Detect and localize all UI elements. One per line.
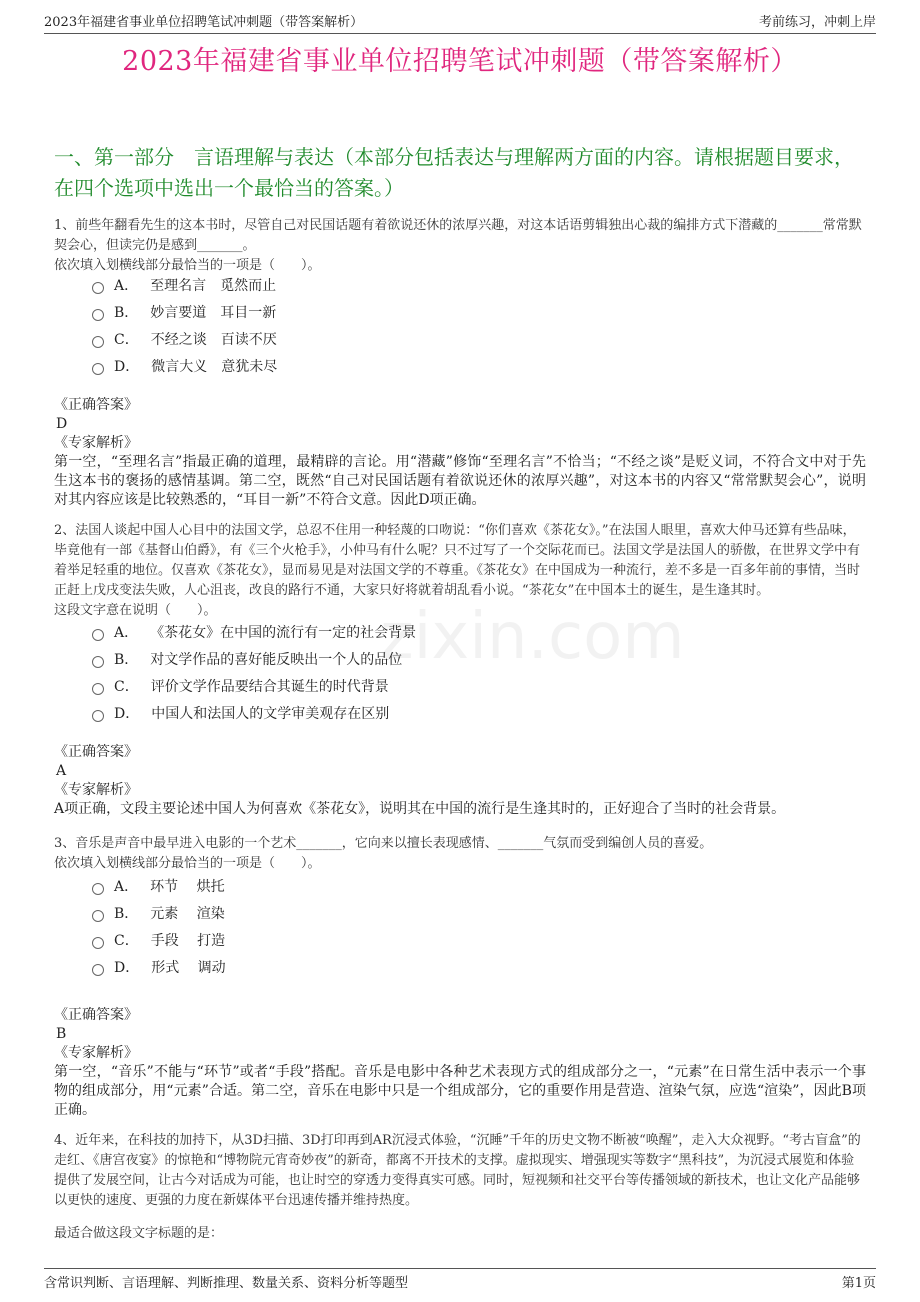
option-a[interactable]: A． 《茶花女》在中国的流行有一定的社会背景 xyxy=(92,618,792,645)
question-stem: 4、近年来，在科技的加持下，从3D扫描、3D打印再到AR沉浸式体验，“沉睡”千年的历史文物不断被“唤醒”，走入大众视野。“考古盲盒”的走红、《唐宫夜宴》的惊艳和“博物院元宵奇妙夜”的新奇，都离不开技术的支撑。虚拟现实、增强现实等数字“黑科技”，为沉浸式展览和体验提供了发展空间，让古今对话成为可能，也让时空的穿透力变得真实可感。同时，短视频和社交平台等传播领域的新技术，也让文化产品能够以更快的速度、更强的力度在新媒体平台迅速传播并维持热度。 xyxy=(54,1133,861,1208)
radio-icon[interactable] xyxy=(92,910,104,922)
analysis-text: A项正确，文段主要论述中国人为何喜欢《茶花女》，说明其在中国的流行是生逢其时的，正好迎合了当时的社会背景。 xyxy=(54,801,786,817)
analysis-block-1 xyxy=(54,434,866,510)
option-a[interactable]: A． 至理名言 觅然而止 xyxy=(92,271,792,298)
radio-icon[interactable] xyxy=(92,710,104,722)
analysis-label: 《专家解析》 xyxy=(54,435,138,451)
question-4-prompt xyxy=(54,1224,866,1244)
analysis-label: 《专家解析》 xyxy=(54,1045,138,1061)
watermark: zixin.com xyxy=(380,600,685,674)
answer-value: D xyxy=(56,416,68,432)
question-3 xyxy=(54,834,866,874)
analysis-block-3 xyxy=(54,1044,866,1120)
answer-value: A xyxy=(56,763,67,779)
radio-icon[interactable] xyxy=(92,309,104,321)
answer-value: B xyxy=(56,1026,67,1042)
header-right-text: 考前练习，冲刺上岸 xyxy=(758,15,876,30)
radio-icon[interactable] xyxy=(92,656,104,668)
radio-icon[interactable] xyxy=(92,336,104,348)
option-c[interactable]: C． 不经之谈 百读不厌 xyxy=(92,325,792,352)
answer-block-2 xyxy=(54,743,866,781)
option-b[interactable]: B． 对文学作品的喜好能反映出一个人的品位 xyxy=(92,645,792,672)
page-title: 2023年福建省事业单位招聘笔试冲刺题（带答案解析） xyxy=(122,46,798,77)
page-number: 第1页 xyxy=(841,1276,876,1291)
question-prompt: 这段文字意在说明（ ）。 xyxy=(54,603,217,618)
section-heading: 一、第一部分 言语理解与表达（本部分包括表达与理解两方面的内容。请根据题目要求，在四个选项中选出一个最恰当的答案。） xyxy=(54,145,854,200)
header-left-text: 2023年福建省事业单位招聘笔试冲刺题（带答案解析） xyxy=(44,15,364,30)
radio-icon[interactable] xyxy=(92,937,104,949)
radio-icon[interactable] xyxy=(92,629,104,641)
radio-icon[interactable] xyxy=(92,964,104,976)
analysis-block-2 xyxy=(54,781,866,819)
analysis-label: 《专家解析》 xyxy=(54,782,138,798)
analysis-text: 第一空，“音乐”不能与“环节”或者“手段”搭配。音乐是电影中各种艺术表现方式的组成部分之一，“元素”在日常生活中表示一个事物的组成部分，用“元素”合适。第二空，音乐在电影中只是一个组成部分，它的重要作用是营造、渲染气氛，应选“渲染”，因此B项正确。 xyxy=(54,1064,866,1118)
radio-icon[interactable] xyxy=(92,363,104,375)
option-d[interactable]: D． 微言大义 意犹未尽 xyxy=(92,352,792,379)
question-prompt: 依次填入划横线部分最恰当的一项是（ ）。 xyxy=(54,856,321,871)
question-3-options xyxy=(92,872,792,980)
option-d[interactable]: D． 形式 调动 xyxy=(92,953,792,980)
option-b[interactable]: B． 元素 渲染 xyxy=(92,899,792,926)
page-header xyxy=(44,10,876,34)
question-prompt: 依次填入划横线部分最恰当的一项是（ ）。 xyxy=(54,258,321,273)
radio-icon[interactable] xyxy=(92,282,104,294)
question-stem: 3、音乐是声音中最早进入电影的一个艺术_______，它向来以擅长表现感情、_______气氛而受到编创人员的喜爱。 xyxy=(54,836,713,851)
radio-icon[interactable] xyxy=(92,683,104,695)
question-4 xyxy=(54,1131,866,1211)
option-a[interactable]: A． 环节 烘托 xyxy=(92,872,792,899)
question-stem: 1、前些年翻看先生的这本书时，尽管自己对民国话题有着欲说还休的浓厚兴趣，对这本话语剪辑独出心裁的编排方式下潜藏的_______常常默契会心，但读完仍是感到_______。 xyxy=(54,218,862,253)
option-d[interactable]: D． 中国人和法国人的文学审美观存在区别 xyxy=(92,699,792,726)
question-1-options xyxy=(92,271,792,379)
analysis-text: 第一空，“至理名言”指最正确的道理，最精辟的言论。用“潜藏”修饰“至理名言”不恰当；“不经之谈”是贬义词，不符合文中对于先生这本书的褒扬的感情基调。第二空，既然“自己对民国话题有着欲说还休的浓厚兴趣”，对这本书的内容又“常常默契会心”，说明对其内容应该是比较熟悉的，“耳目一新”不符合文意。因此D项正确。 xyxy=(54,454,866,508)
question-1 xyxy=(54,216,866,276)
answer-label: 《正确答案》 xyxy=(54,397,138,413)
option-b[interactable]: B． 妙言要道 耳目一新 xyxy=(92,298,792,325)
option-c[interactable]: C． 评价文学作品要结合其诞生的时代背景 xyxy=(92,672,792,699)
footer-left-text: 含常识判断、言语理解、判断推理、数量关系、资料分析等题型 xyxy=(44,1276,409,1291)
answer-block-3 xyxy=(54,1006,866,1044)
radio-icon[interactable] xyxy=(92,883,104,895)
option-c[interactable]: C． 手段 打造 xyxy=(92,926,792,953)
question-stem: 2、法国人谈起中国人心目中的法国文学，总忍不住用一种轻蔑的口吻说：“你们喜欢《茶花女》。”在法国人眼里，喜欢大仲马还算有些品味，毕竟他有一部《基督山伯爵》，有《三个火枪手》，小仲马有什么呢？只不过写了一个交际花而已。法国文学是法国人的骄傲，在世界文学中有着举足轻重的地位。仅喜欢《茶花女》，显而易见是对法国文学的不尊重。《茶花女》在中国成为一种流行，差不多是一百多年前的事情，当时正赶上戊戌变法失败，人心沮丧，改良的路行不通，大家只好将就着胡乱看小说。“茶花女”在中国本土的诞生，是生逢其时。 xyxy=(54,523,861,598)
answer-label: 《正确答案》 xyxy=(54,1007,138,1023)
page-footer xyxy=(44,1268,876,1291)
question-prompt: 最适合做这段文字标题的是： xyxy=(54,1226,224,1241)
question-2-options xyxy=(92,618,792,726)
question-2 xyxy=(54,521,866,621)
answer-block-1 xyxy=(54,396,866,434)
answer-label: 《正确答案》 xyxy=(54,744,138,760)
